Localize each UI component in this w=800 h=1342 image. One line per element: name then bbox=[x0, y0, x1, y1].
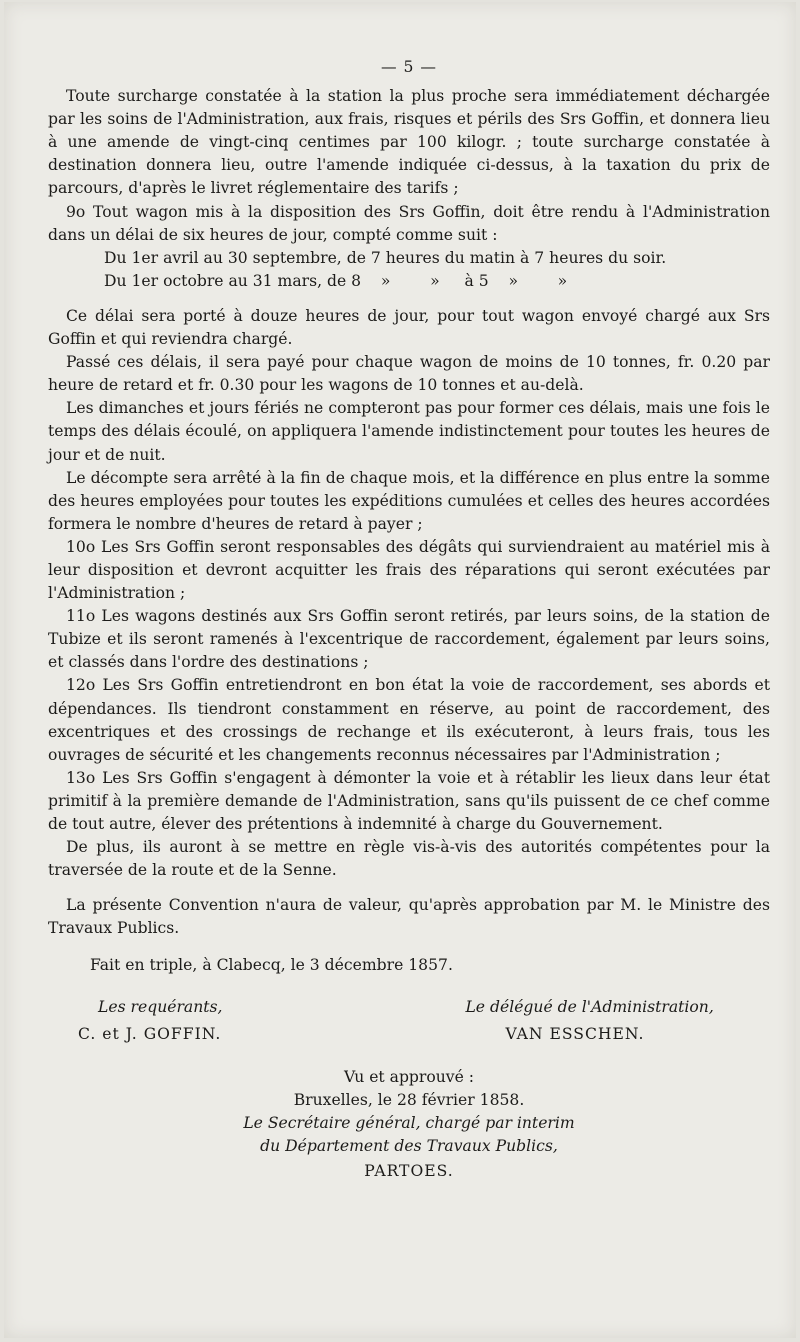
schedule-line-summer: Du 1er avril au 30 septembre, de 7 heures du matin à 7 heures du soir. bbox=[104, 248, 667, 267]
signatory-role-left: Les requérants, bbox=[98, 997, 223, 1016]
signatory-role-right: Le délégué de l'Administration, bbox=[465, 997, 714, 1016]
page-number: — 5 — bbox=[380, 58, 438, 76]
approval-signatory: PARTOES. bbox=[364, 1162, 454, 1181]
paragraph-article-12: 12o Les Srs Goffin entretiendront en bon état la voie de raccordement, ses abords et dépendances. Ils tiendront constamment en réserve, au point de raccordement, des excentriques et des crossings de rechange et ils exécuteront, à leurs frais, tous les ouvrages de sécurité et les changements reconnus nécessaires par l'Administration ; bbox=[48, 676, 770, 764]
schedule-line-winter: Du 1er octobre au 31 mars, de 8 » » à 5 » » bbox=[104, 271, 568, 290]
document-page bbox=[4, 2, 796, 1338]
paragraph-article-10: 10o Les Srs Goffin seront responsables des dégâts qui surviendraient au matériel mis à leur disposition et devront acquitter les frais des réparations qui seront exécutées par l'Administration ; bbox=[48, 537, 770, 603]
signatory-name-left: C. et J. GOFFIN. bbox=[78, 1024, 222, 1043]
paragraph-reckoning: Le décompte sera arrêté à la fin de chaque mois, et la différence en plus entre la somme des heures employées pour toutes les expéditions cumulées et celles des heures accordées formera le nombre d'heures de retard à payer ; bbox=[48, 468, 770, 533]
paragraph-surcharge: Toute surcharge constatée à la station la plus proche sera immédiatement déchargée par les soins de l'Administration, aux frais, risques et périls des Srs Goffin, et donnera lieu à une amende de vingt-cinq centimes par 100 kilogr. ; toute surcharge constatée à destination donnera lieu, outre l'amende indiquée ci-dessus, à la taxation du prix de parcours, d'après le livret réglementaire des tarifs ; bbox=[48, 87, 770, 198]
date-line: Fait en triple, à Clabecq, le 3 décembre 1857. bbox=[90, 956, 453, 975]
spacer bbox=[48, 293, 770, 305]
approval-date: Bruxelles, le 28 février 1858. bbox=[293, 1090, 525, 1109]
spacer bbox=[48, 882, 770, 894]
document-body bbox=[48, 56, 770, 1183]
approval-block bbox=[48, 1066, 770, 1183]
signatory-name-right: VAN ESSCHEN. bbox=[505, 1024, 645, 1043]
signatures bbox=[48, 996, 770, 1046]
paragraph-article-11: 11o Les wagons destinés aux Srs Goffin seront retirés, par leurs soins, de la station de Tubize et ils seront ramenés à l'excentrique de raccordement, également par leurs soins, et classés dans l'ordre des destinations ; bbox=[48, 607, 770, 672]
schedule-block bbox=[48, 247, 770, 293]
approval-title: Le Secrétaire général, chargé par interim bbox=[243, 1113, 575, 1132]
approval-department: du Département des Travaux Publics, bbox=[260, 1137, 558, 1156]
paragraph-delay: Ce délai sera porté à douze heures de jour, pour tout wagon envoyé chargé aux Srs Goffin et qui reviendra chargé. bbox=[48, 306, 770, 349]
paragraph-holidays: Les dimanches et jours fériés ne compteront pas pour former ces délais, mais une fois le temps des délais écoulé, on appliquera l'amende indistinctement pour toutes les heures de jour et de nuit. bbox=[48, 399, 770, 464]
paragraph-closing: La présente Convention n'aura de valeur, qu'après approbation par M. le Ministre des Travaux Publics. bbox=[48, 896, 770, 938]
paragraph-penalty: Passé ces délais, il sera payé pour chaque wagon de moins de 10 tonnes, fr. 0.20 par heure de retard et fr. 0.30 pour les wagons de 10 tonnes et au-delà. bbox=[48, 353, 770, 395]
approval-line: Vu et approuvé : bbox=[343, 1067, 475, 1086]
paragraph-article-9: 9o Tout wagon mis à la disposition des Srs Goffin, doit être rendu à l'Administration dans un délai de six heures de jour, compté comme suit : bbox=[48, 202, 770, 244]
signature-left bbox=[48, 996, 395, 1046]
paragraph-authorities: De plus, ils auront à se mettre en règle vis-à-vis des autorités compétentes pour la traversée de la route et de la Senne. bbox=[48, 838, 770, 880]
signature-right bbox=[423, 996, 770, 1046]
paragraph-article-13: 13o Les Srs Goffin s'engagent à démonter la voie et à rétablir les lieux dans leur état primitif à la première demande de l'Administration, sans qu'ils puissent de ce chef comme de tout autre, élever des prétentions à indemnité à charge du Gouvernement. bbox=[48, 768, 770, 833]
